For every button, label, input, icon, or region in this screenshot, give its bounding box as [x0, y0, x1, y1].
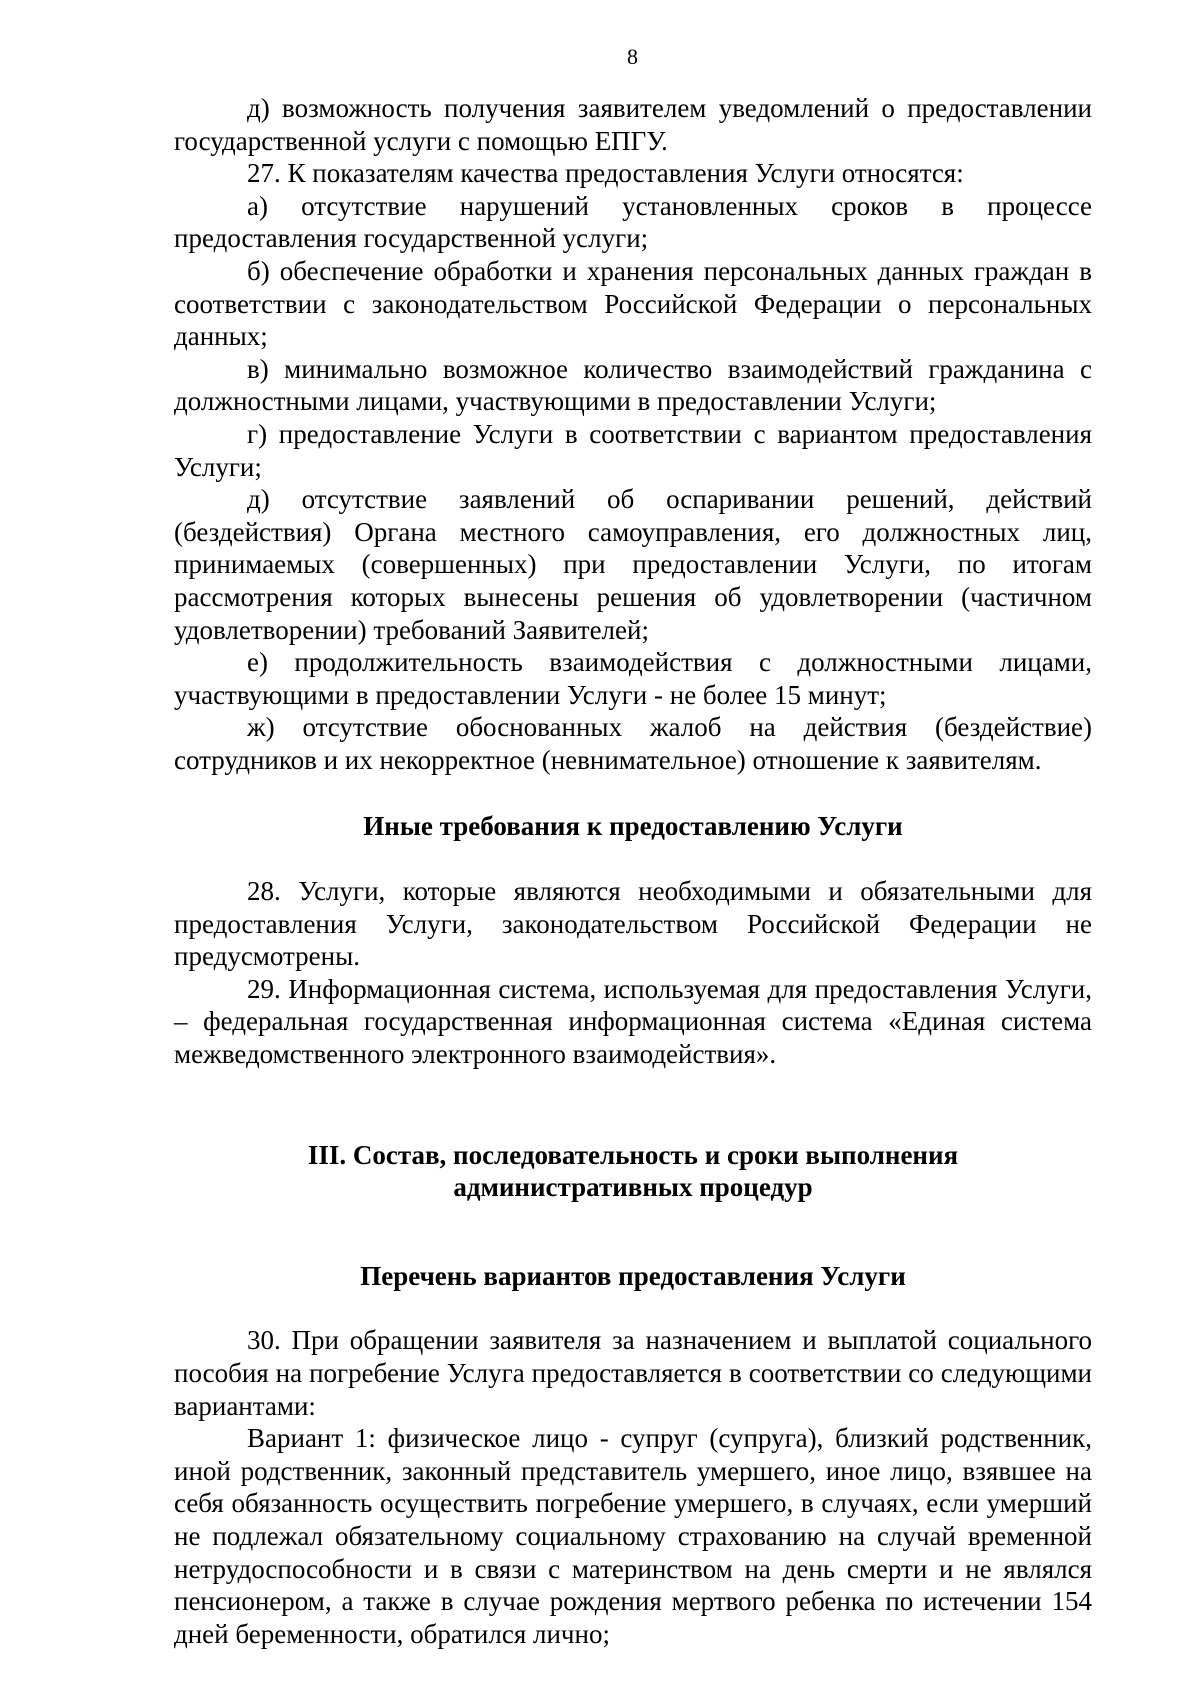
paragraph-27zh: ж) отсутствие обоснованных жалоб на действия (бездействие) сотрудников и их некорректное (невнимательное) отношение к заявителям. — [174, 712, 1092, 775]
section-heading-line1: III. Состав, последовательность и сроки выполнения — [307, 1139, 959, 1170]
paragraph-27a: а) отсутствие нарушений установленных сроков в процессе предоставления государственной услуги; — [174, 190, 1092, 254]
document-body — [174, 92, 1092, 1650]
paragraph-27v: в) минимально возможное количество взаимодействий гражданина с должностными лицами, участвующими в предоставлении Услуги; — [174, 353, 1092, 417]
paragraph-27: 27. К показателям качества предоставления Услуги относятся: — [247, 158, 964, 189]
paragraph-26d: д) возможность получения заявителем уведомлений о предоставлении государственной услуги с помощью ЕПГУ. — [174, 93, 1092, 156]
paragraph-30: 30. При обращении заявителя за назначением и выплатой социального пособия на погребение Услуга предоставляется в соответствии со следующими вариантами: — [174, 1325, 1092, 1421]
paragraph-29: 29. Информационная система, используемая для предоставления Услуги, – федеральная государственная информационная система «Единая система межведомственного электронного взаимодействия». — [174, 973, 1092, 1070]
paragraph-27b: б) обеспечение обработки и хранения персональных данных граждан в соответствии с законодательством Российской Федерации о персональных данных; — [174, 255, 1092, 352]
heading-other-requirements: Иные требования к предоставлению Услуги — [363, 811, 903, 842]
page-number: 8 — [627, 44, 638, 69]
paragraph-28: 28. Услуги, которые являются необходимыми и обязательными для предоставления Услуги, законодательством Российской Федерации не предусмотрены. — [174, 876, 1092, 972]
paragraph-27g: г) предоставление Услуги в соответствии с вариантом предоставления Услуги; — [174, 418, 1092, 482]
paragraph-27d: д) отсутствие заявлений об оспаривании решений, действий (бездействия) Органа местного самоуправления, его должностных лиц, принимаемых (совершенных) при предоставлении Услуги, по итогам рассмотрения которых вынесены решения об удовлетворении (частичном удовлетворении) требований Заявителей; — [174, 484, 1092, 645]
paragraph-27e: е) продолжительность взаимодействия с должностными лицами, участвующими в предоставлении Услуги - не более 15 минут; — [174, 647, 1092, 710]
heading-variants: Перечень вариантов предоставления Услуги — [360, 1260, 906, 1291]
section-heading — [174, 1139, 1092, 1204]
section-heading-line2: административных процедур — [453, 1172, 813, 1203]
paragraph-variant-1: Вариант 1: физическое лицо - супруг (супруга), близкий родственник, иной родственник, законный представитель умершего, иное лицо, взявшее на себя обязанность осуществить погребение умершего, в случаях, если умерший не подлежал обязательному социальному страхованию на случай временной нетрудоспособности и в связи с материнством на день смерти и не являлся пенсионером, а также в случае рождения мертвого ребенка по истечении 154 дней беременности, обратился лично; — [174, 1423, 1092, 1649]
